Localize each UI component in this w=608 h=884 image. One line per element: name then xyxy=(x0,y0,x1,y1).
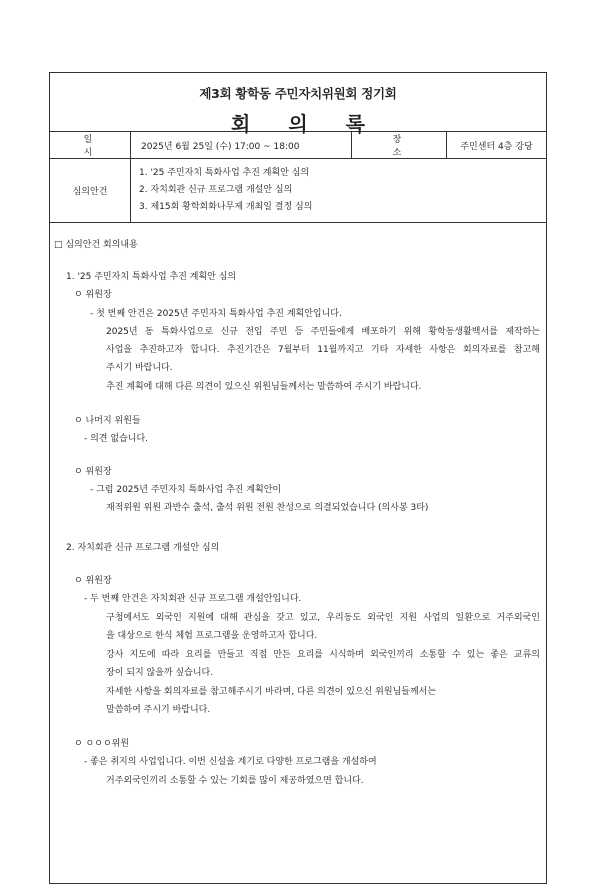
speaker-chair: ㅇ 위원장 xyxy=(74,290,112,300)
document-title: 회의록 xyxy=(231,112,403,136)
date-value: 2025년 6월 25일 (수) 17:00 ~ 18:00 xyxy=(131,132,352,159)
place-value: 주민센터 4층 강당 xyxy=(447,132,547,159)
speech-line: 장이 되지 않을까 싶습니다. xyxy=(106,668,214,678)
speech-line: - 그럼 2025년 주민자치 특화사업 추진 계획안이 xyxy=(90,485,282,495)
speech-line: 거주외국인끼리 소통할 수 있는 기회를 많이 제공하였으면 합니다. xyxy=(106,776,364,786)
meeting-info-table xyxy=(49,131,547,223)
speech-line: 말씀하여 주시기 바랍니다. xyxy=(106,705,211,715)
agenda-list xyxy=(131,159,547,223)
speech-line: - 첫 번째 안건은 2025년 주민자치 특화사업 추진 계획안입니다. xyxy=(90,309,342,319)
minutes-page xyxy=(49,72,547,884)
item2-title: 2. 자치회관 신규 프로그램 개설안 심의 xyxy=(66,543,220,553)
speaker-others: ㅇ 나머지 위원들 xyxy=(74,416,141,426)
speaker-chair: ㅇ 위원장 xyxy=(74,576,112,586)
agenda-item: 2. 자치회관 신규 프로그램 개설안 심의 xyxy=(139,185,293,195)
speech-line: 추진 계획에 대해 다른 의견이 있으신 위원님들께서는 말씀하여 주시기 바랍니다. xyxy=(106,382,422,392)
speech-line: 구청에서도 외국인 지원에 대해 관심을 갖고 있고, 우리동도 외국인 지원 사업의 일환으로 거주외국인 xyxy=(106,613,540,623)
speech-line: 2025년 동 특화사업으로 신규 전입 주민 등 주민들에게 배포하기 위해 황학동생활백서를 제작하는 xyxy=(106,327,540,337)
speech-line: - 의견 없습니다. xyxy=(84,434,148,444)
speech-line: 사업을 추진하고자 합니다. 추진기간은 7월부터 11월까지고 기타 자세한 사항은 회의자료를 참고해 xyxy=(106,345,540,355)
agenda-item: 3. 제15회 황학회화나무제 개최일 결정 심의 xyxy=(139,202,313,212)
speech-line: 강사 지도에 따라 요리를 만들고 직접 만든 요리를 시식하며 외국인끼리 소통할 수 있는 좋은 교류의 xyxy=(106,650,540,660)
item1-title: 1. '25 주민자치 특화사업 추진 계획안 심의 xyxy=(66,272,237,282)
organization-title: 제3회 황학동 주민자치위원회 정기회 xyxy=(199,86,397,101)
section-title: □ 심의안건 회의내용 xyxy=(54,240,138,250)
date-label: 일 시 xyxy=(50,132,131,159)
document-header xyxy=(49,72,547,136)
speech-line: 재적위원 위원 과반수 출석, 출석 위원 전원 찬성으로 의결되었습니다 (의사봉 3타) xyxy=(106,503,429,513)
speech-line: - 좋은 취지의 사업입니다. 이번 신설을 계기로 다양한 프로그램을 개설하여 xyxy=(84,757,377,767)
speech-line: 을 대상으로 한식 체험 프로그램을 운영하고자 합니다. xyxy=(106,631,318,641)
speaker-chair: ㅇ 위원장 xyxy=(74,467,112,477)
minutes-body xyxy=(49,223,547,884)
speaker-member: ㅇ ㅇㅇㅇ위원 xyxy=(74,739,130,749)
agenda-label: 심의안건 xyxy=(50,159,131,223)
agenda-item: 1. '25 주민자치 특화사업 추진 계획안 심의 xyxy=(139,168,310,178)
place-label: 장 소 xyxy=(352,132,447,159)
speech-line: 자세한 사항을 회의자료를 참고해주시기 바라며, 다른 의견이 있으신 위원님들께서는 xyxy=(106,687,437,697)
speech-line: 주시기 바랍니다. xyxy=(106,363,173,373)
speech-line: - 두 번째 안건은 자치회관 신규 프로그램 개설안입니다. xyxy=(84,594,302,604)
